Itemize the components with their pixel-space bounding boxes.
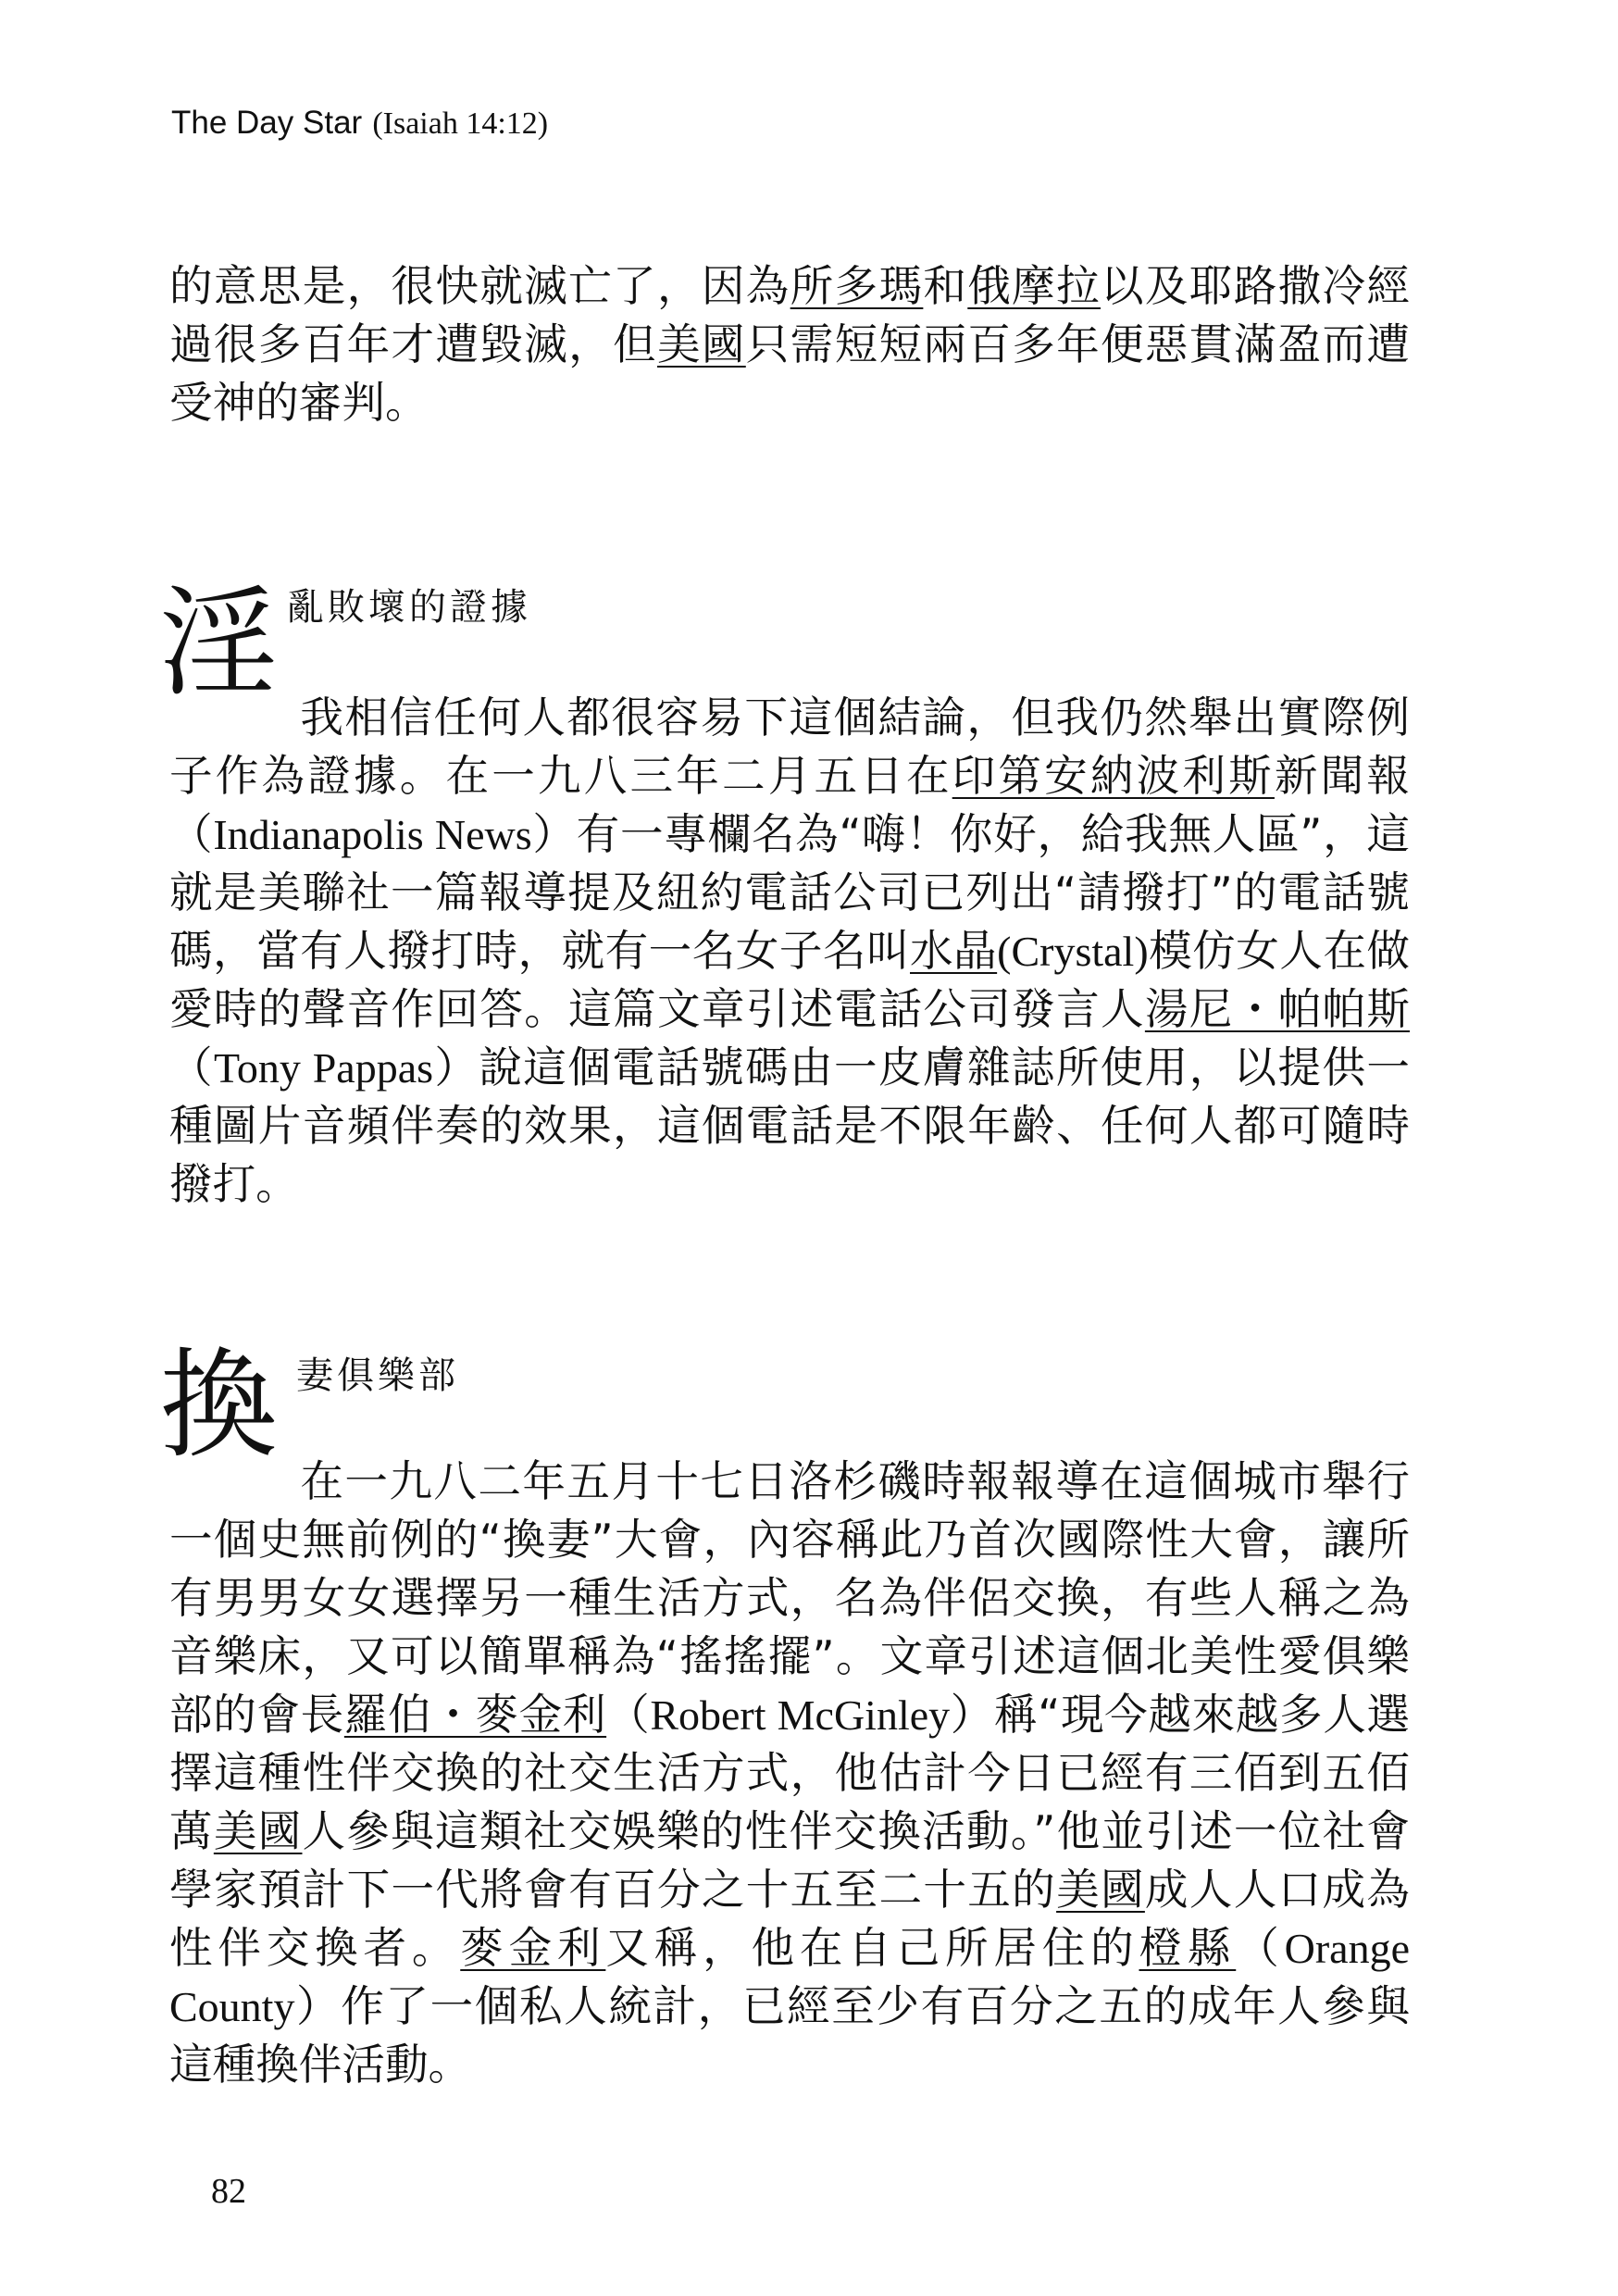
section-dropcap-evidence: 淫 (159, 575, 279, 713)
swap-paragraph: 在一九八二年五月十七日洛杉磯時報報導在這個城市舉行一個史無前例的“換妻”大會，內容稱此乃首次國際性大會，讓所有男男女女選擇另一種生活方式，名為伴侶交換，有些人稱之為音樂床，又可以簡單稱為“搖搖擺”。文章引述這個北美性愛俱樂部的會長羅伯・麥金利（Robert McGinley）稱“現今越來越多人選擇這種性伴交換的社交生活方式，他估計今日已經有三佰到五佰萬美國人參與這類社交娛樂的性伴交換活動。”他並引述一位社會學家預計下一代將會有百分之十五至二十五的美國成人人口成為性伴交換者。麥金利又稱，他在自己所居住的橙縣（Orange County）作了一個私人統計，已經至少有百分之五的成年人參與這種換伴活動。 (169, 1456, 1411, 2090)
place-usa: 美國 (1056, 1865, 1145, 1915)
running-header (171, 102, 548, 145)
place-usa: 美國 (213, 1806, 303, 1856)
place-sodom: 所多瑪 (790, 261, 924, 311)
evidence-paragraph: 我相信任何人都很容易下這個結論，但我仍然舉出實際例子作為證據。在一九八三年二月五日在印第安納波利斯新聞報（Indianapolis News）有一專欄名為“嗨！你好，給我無人區”，這就是美聯社一篇報導提及紐約電話公司已列出“請撥打”的電話號碼，當有人撥打時，就有一名女子名叫水晶(Crystal)模仿女人在做愛時的聲音作回答。這篇文章引述電話公司發言人湯尼・帕帕斯（Tony Pappas）說這個電話號碼由一皮膚雜誌所使用，以提供一種圖片音頻伴奏的效果，這個電話是不限年齡、任何人都可隨時撥打。 (169, 693, 1411, 1209)
name-crystal: 水晶 (910, 926, 998, 976)
newspaper-name-en: Indianapolis News (213, 811, 532, 858)
section-subtitle-evidence: 亂敗壞的證據 (287, 586, 531, 629)
page-number: 82 (211, 2172, 246, 2211)
place-indianapolis: 印第安納波利斯 (952, 751, 1275, 801)
section-dropcap-swap: 換 (159, 1337, 279, 1475)
scripture-reference: (Isaiah 14:12) (372, 106, 549, 141)
book-title: The Day Star (171, 105, 363, 141)
place-usa: 美國 (656, 319, 746, 369)
name-tony-pappas: 湯尼・帕帕斯 (1144, 984, 1411, 1034)
name-robert-mcginley: 羅伯・麥金利 (343, 1690, 607, 1740)
section-subtitle-swap: 妻俱樂部 (296, 1354, 459, 1397)
place-orange-county: 橙縣 (1139, 1923, 1237, 1973)
continuation-paragraph: 的意思是，很快就滅亡了，因為所多瑪和俄摩拉以及耶路撒冷經過很多百年才遭毀滅，但美國只需短短兩百多年便惡貫滿盈而遭受神的審判。 (169, 261, 1411, 428)
name-mcginley: 麥金利 (460, 1923, 606, 1973)
place-gomorrah: 俄摩拉 (967, 261, 1101, 311)
